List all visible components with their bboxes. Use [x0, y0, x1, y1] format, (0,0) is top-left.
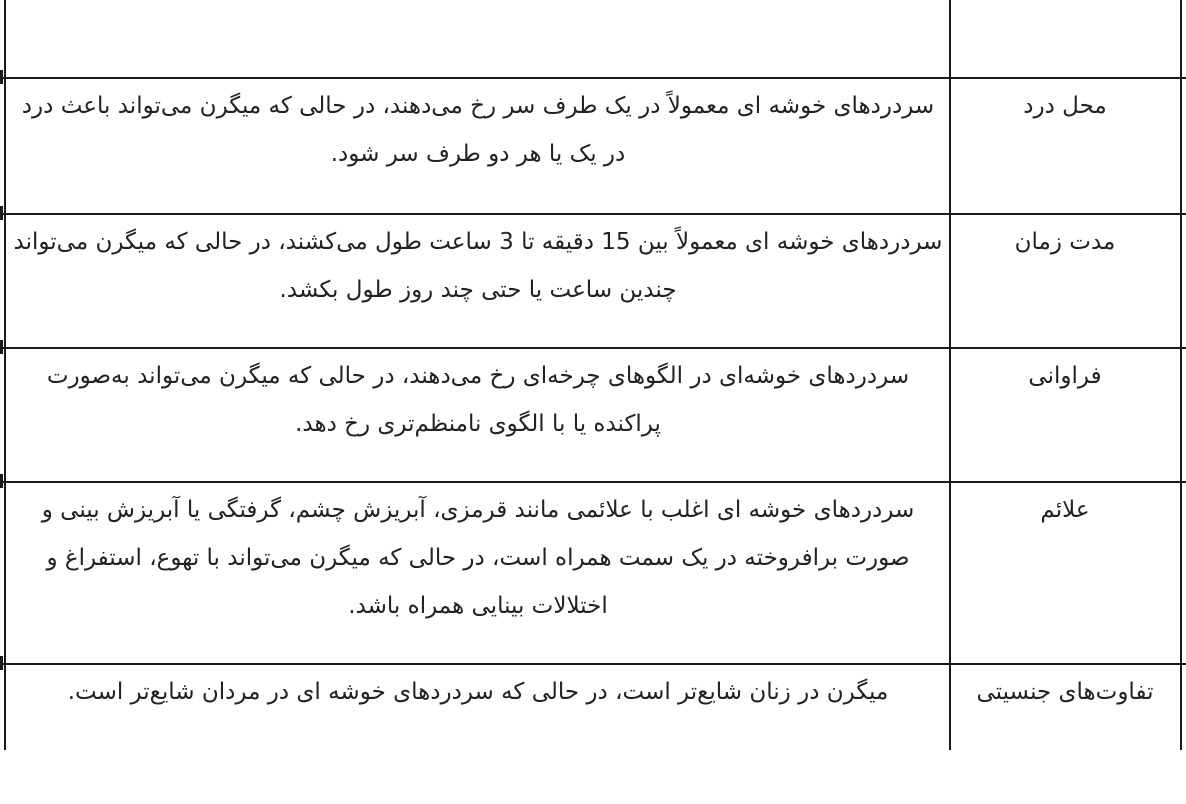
table-edge-tick: [0, 656, 3, 670]
row-divider: [0, 481, 1186, 483]
table-row: [0, 214, 1186, 348]
column-divider: [949, 0, 951, 750]
table-left-border: [4, 0, 6, 750]
row-divider: [0, 213, 1186, 215]
description-cell: [6, 0, 950, 78]
description-cell: سردردهای خوشه ای اغلب با علائمی مانند قرمزی، آبریزش چشم، گرفتگی یا آبریزش بینی و صورت برافروخته در یک سمت همراه است، در حالی که میگرن می‌تواند با تهوع، استفراغ و اختلالات بینایی همراه باشد.: [41, 497, 915, 619]
description-cell: سردردهای خوشه ای معمولاً در یک طرف سر رخ می‌دهند، در حالی که میگرن می‌تواند باعث درد در یک یا هر دو طرف سر شود.: [21, 93, 935, 167]
table-edge-tick: [0, 474, 3, 488]
table-right-border: [1180, 0, 1182, 750]
description-cell: سردردهای خوشه‌ای در الگوهای چرخه‌ای رخ می‌دهند، در حالی که میگرن می‌تواند به‌صورت پراکنده یا با الگوی نامنظم‌تری رخ دهد.: [46, 363, 910, 437]
table-edge-tick: [0, 206, 3, 220]
row-divider: [0, 77, 1186, 79]
label-cell: محل درد: [1023, 93, 1107, 119]
table-edge-tick: [0, 340, 3, 354]
row-divider: [0, 663, 1186, 665]
table-edge-tick: [0, 70, 3, 84]
table-row: [0, 78, 1186, 214]
label-cell: فراوانی: [1028, 363, 1102, 389]
label-cell: تفاوت‌های جنسیتی: [976, 679, 1154, 705]
table-row: [0, 0, 1186, 78]
table-row: [0, 664, 1186, 804]
label-cell: [950, 0, 1180, 78]
description-cell: سردردهای خوشه ای معمولاً بین 15 دقیقه تا 3 ساعت طول می‌کشند، در حالی که میگرن می‌تواند چندین ساعت یا حتی چند روز طول بکشد.: [13, 229, 943, 303]
label-cell: علائم: [1040, 497, 1090, 523]
description-cell: میگرن در زنان شایع‌تر است، در حالی که سردردهای خوشه ای در مردان شایع‌تر است.: [67, 679, 889, 705]
label-cell: مدت زمان: [1014, 229, 1116, 255]
table-row: [0, 348, 1186, 482]
table-row: [0, 482, 1186, 664]
row-divider: [0, 347, 1186, 349]
